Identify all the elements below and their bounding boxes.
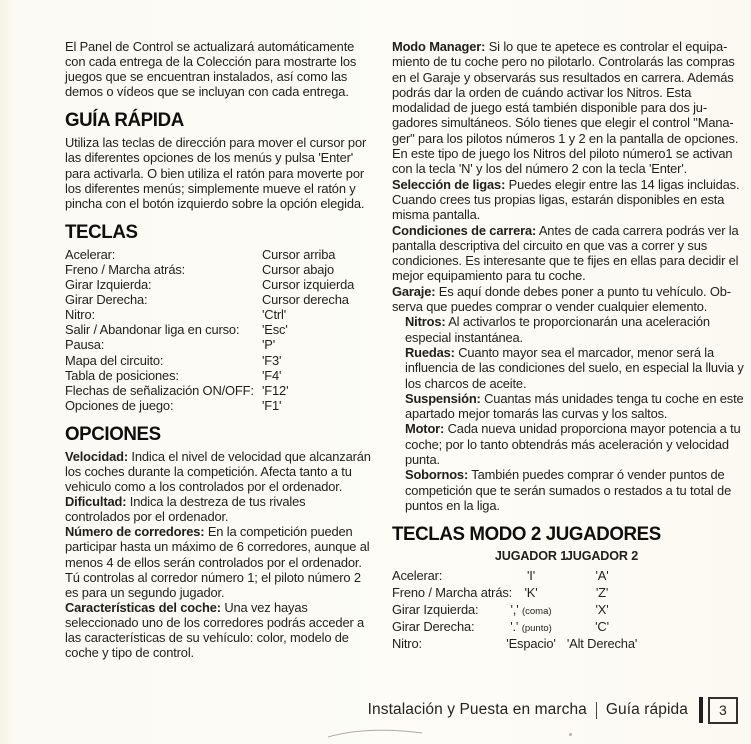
two-player-key-row xyxy=(392,619,745,636)
garage-item-text: Cuanto mayor sea el marcador, menor será la influencia de las condiciones del suelo, en especial la lluvia y los charcos de aceite. xyxy=(405,344,744,391)
option-text: En la competición pueden participar hasta un máximo de 6 corredores, aunque al menos 4 de ellos serán controlados por el ordenador. Tú controlas al corredor número 1; el piloto número 2 es para un segundo jugador. xyxy=(65,524,370,600)
key-binding-row xyxy=(65,368,373,383)
key-binding-row xyxy=(65,353,373,368)
key-value: ',' xyxy=(510,602,519,618)
player2-key: 'Z' xyxy=(595,585,609,601)
mode-term: Garaje: xyxy=(392,283,436,299)
scan-artifact-dot xyxy=(569,733,572,736)
page-footer xyxy=(0,696,745,724)
key-binding-row xyxy=(65,247,373,262)
key-value: 'K' xyxy=(524,585,538,601)
mode-definition xyxy=(392,223,745,284)
option-definition xyxy=(65,524,373,599)
garage-item-term: Motor: xyxy=(405,421,445,437)
key-binding-row xyxy=(65,262,373,277)
garage-item-term: Suspensión: xyxy=(405,390,481,406)
key-label: Girar Derecha: xyxy=(65,292,148,308)
key-note: (punto) xyxy=(521,623,552,635)
scan-artifact-arc xyxy=(325,724,425,740)
player2-key: 'Alt Derecha' xyxy=(566,636,638,652)
garage-item-text: Cuantas más unidades tenga tu coche en este apartado mejor tomarás las curvas y los saltos. xyxy=(405,390,744,422)
key-binding-row xyxy=(65,383,373,398)
garage-item-term: Ruedas: xyxy=(405,344,455,360)
garage-item-definition xyxy=(405,421,745,467)
garage-item-definition xyxy=(405,314,745,345)
key-label: Salir / Abandonar liga en curso: xyxy=(65,322,240,338)
key-value: 'Espacio' xyxy=(506,636,556,652)
mode-text: Es aquí donde debes poner a punto tu vehículo. Observa que puedes comprar o vender cualquier elemento. xyxy=(392,283,732,315)
garage-item-text: Al activarlos te proporcionarán una aceleración especial instantánea. xyxy=(405,314,710,345)
key-label: Nitro: xyxy=(392,636,422,652)
key-binding-row xyxy=(65,337,373,352)
key-label: Tabla de posiciones: xyxy=(65,367,179,383)
mode-text: Si lo que te apetece es controlar el equipamiento de tu coche pero no pilotarlo. Controlarás las compras en el Garaje y observarás sus resultados en carrera. Además podrás dar la orden de cuándo activar los Nitros. Esta modalidad de juego está también disponible para dos jugadores simultáneos. Sólo tienes que elegir el control "Manager" para los pilotos números 1 y 2 en la pantalla de opciones. En este tipo de juego los Nitros del piloto número1 se activan con la tecla 'N' y los del número 2 con la tecla 'Enter'. xyxy=(392,39,739,177)
garage-item-definition xyxy=(405,391,745,422)
key-value: 'F4' xyxy=(262,367,282,383)
key-note: (coma) xyxy=(521,606,552,618)
garage-item-term: Nitros: xyxy=(405,314,446,330)
key-value: Cursor arriba xyxy=(262,246,336,262)
footer-section-title: Instalación y Puesta en marcha xyxy=(367,701,587,718)
key-label: Nitro: xyxy=(65,307,95,323)
player2-key: 'A' xyxy=(595,568,609,584)
garage-item-term: Sobornos: xyxy=(405,467,469,483)
key-label: Mapa del circuito: xyxy=(65,352,164,368)
option-definition xyxy=(65,494,373,524)
mode-text: Puedes elegir entre las 14 ligas incluidas. Cuando crees tus propias ligas, estarán disponibles en esta misma pantalla. xyxy=(392,176,740,223)
option-term: Número de corredores: xyxy=(65,524,205,540)
page-number-box xyxy=(708,697,738,724)
key-label: Girar Derecha: xyxy=(392,619,475,635)
key-label: Flechas de señalización ON/OFF: xyxy=(65,382,254,398)
mode-definition xyxy=(392,284,745,315)
option-definition xyxy=(65,600,373,660)
footer-bar xyxy=(699,697,703,723)
section-title-guia-rapida: GUÍA RÁPIDA xyxy=(65,109,184,132)
key-label: Girar Izquierda: xyxy=(392,602,479,618)
key-value: 'P' xyxy=(262,337,276,353)
key-value: 'F12' xyxy=(262,382,289,398)
two-player-key-row xyxy=(392,568,745,585)
key-value: '.' xyxy=(510,619,519,635)
garage-item-text: Cada nueva unidad proporciona mayor potencia a tu coche; por lo tanto obtendrás más aceleración y velocidad punta. xyxy=(405,421,741,468)
key-label: Freno / Marcha atrás: xyxy=(65,261,186,277)
key-label: Freno / Marcha atrás: xyxy=(392,585,513,601)
footer-chapter-title: Guía rápida xyxy=(605,701,688,718)
mode-term: Condiciones de carrera: xyxy=(392,222,537,238)
key-value: 'Esc' xyxy=(262,322,288,338)
option-term: Características del coche: xyxy=(65,599,221,615)
right-column xyxy=(392,39,745,653)
garage-item-text: También puedes comprar ó vender puntos de competición que te serán sumados o restados a tu total de puntos en la liga. xyxy=(405,467,732,513)
option-definition xyxy=(65,449,373,494)
option-text: Indica el nivel de velocidad que alcanzarán los coches durante la competición. Afecta tanto a tu vehiculo como a los controlados por el ordenador. xyxy=(65,448,371,495)
key-binding-row xyxy=(65,292,373,307)
left-column xyxy=(65,39,373,660)
two-player-key-table xyxy=(392,549,745,653)
player2-key: 'X' xyxy=(595,602,609,618)
key-value: 'F3' xyxy=(262,352,282,368)
key-value: 'F1' xyxy=(262,397,282,413)
section-title-teclas-2-jugadores: TECLAS MODO 2 JUGADORES xyxy=(392,523,661,546)
key-binding-row xyxy=(65,398,373,413)
key-value: Cursor derecha xyxy=(262,292,349,308)
player2-column-header: JUGADOR 2 xyxy=(565,549,639,564)
key-binding-list xyxy=(65,247,373,413)
key-label: Girar Izquierda: xyxy=(65,277,152,293)
key-binding-row xyxy=(65,307,373,322)
mode-text: Antes de cada carrera podrás ver la pantalla descriptiva del circuito en que vas a correr y sus condiciones. Es interesante que te fijes en ellas para decidir el mejor equipamiento para tu coche. xyxy=(392,222,739,284)
option-term: Dificultad: xyxy=(65,494,127,510)
two-player-table-header xyxy=(392,549,745,568)
key-value: 'Ctrl' xyxy=(262,307,287,323)
guia-rapida-paragraph: Utiliza las teclas de dirección para mover el cursor por las diferentes opciones de los menús y pulsa 'Enter' para activarla. O bien utiliza el ratón para moverte por los diferentes menús; simplemente mueve el ratón y pincha con el botón izquierdo sobre la opción elegida. xyxy=(65,135,367,211)
section-title-teclas: TECLAS xyxy=(65,220,138,243)
key-label: Opciones de juego: xyxy=(65,397,174,413)
section-title-opciones: OPCIONES xyxy=(65,422,161,445)
key-label: Pausa: xyxy=(65,337,105,353)
page-number: 3 xyxy=(719,702,727,718)
key-value: Cursor abajo xyxy=(262,261,335,277)
player2-key: 'C' xyxy=(595,619,609,635)
key-value: 'I' xyxy=(526,568,536,584)
mode-definition xyxy=(392,177,745,223)
option-term: Velocidad: xyxy=(65,448,128,464)
two-player-key-row xyxy=(392,585,745,602)
key-binding-row xyxy=(65,322,373,337)
intro-paragraph: El Panel de Control se actualizará automáticamente con cada entrega de la Colección para mostrarte los juegos que se encuentran instalados, así como las demos o vídeos que se incluyan con cada entrega. xyxy=(65,39,357,100)
option-text: Indica la destreza de tus rivales controlados por el ordenador. xyxy=(65,494,306,525)
mode-term: Modo Manager: xyxy=(392,39,486,54)
key-value: Cursor izquierda xyxy=(262,277,355,293)
option-text: Una vez hayas seleccionado uno de los corredores podrás acceder a las características de su vehículo: color, modelo de coche y tipo de control. xyxy=(65,599,365,661)
footer-divider xyxy=(596,702,597,719)
mode-definition xyxy=(392,39,745,177)
two-player-key-row xyxy=(392,636,745,653)
garage-item-definition xyxy=(405,345,745,391)
mode-term: Selección de ligas: xyxy=(392,176,506,192)
two-player-key-row xyxy=(392,602,745,619)
garage-item-definition xyxy=(405,467,745,513)
key-label: Acelerar: xyxy=(65,246,116,262)
key-label: Acelerar: xyxy=(392,568,443,584)
key-binding-row xyxy=(65,277,373,292)
player1-column-header: JUGADOR 1 xyxy=(494,549,568,564)
